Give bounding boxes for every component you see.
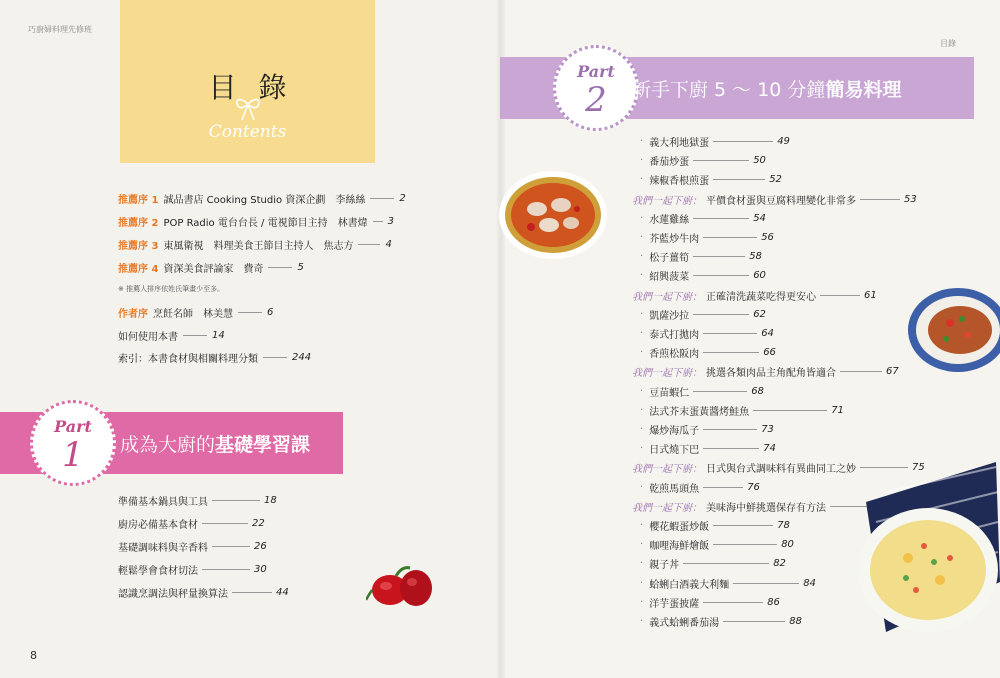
preface-item-4[interactable] [118, 260, 304, 275]
recipe-item[interactable] [640, 230, 774, 245]
leader-line [238, 312, 262, 313]
item-text: 豆苗蝦仁 [649, 387, 690, 399]
item-text: 凱薩沙拉 [649, 310, 690, 322]
item-text: 日式燒下巴 [649, 445, 700, 457]
item-text: 日式與台式調味料有異曲同工之妙 [706, 464, 856, 476]
leader-line [703, 237, 757, 238]
bullet-dot: · [640, 232, 644, 243]
cook-together-tip[interactable] [632, 192, 917, 207]
leader-line [713, 141, 773, 142]
preface-tag: 推薦序 3 [118, 241, 159, 252]
leader-line [683, 563, 769, 564]
leader-line [713, 179, 765, 180]
leader-line [703, 429, 757, 430]
item-text: 親子丼 [649, 560, 680, 572]
page-number: 8 [30, 649, 37, 662]
recipe-item[interactable] [640, 441, 776, 456]
preface-item-3[interactable] [118, 237, 392, 252]
leader-line [820, 295, 860, 296]
preface-item-1[interactable] [118, 191, 406, 206]
item-text: 咖哩海鮮燴飯 [649, 541, 710, 553]
left-running-title: 巧廚婦料理先修班 [28, 25, 92, 34]
preface-note: ※ 推薦人排序依姓氏筆畫少至多。 [118, 285, 225, 293]
part1-title [120, 430, 310, 457]
contents-title: 目錄 [208, 71, 309, 104]
page-ref: 56 [761, 232, 774, 243]
item-text: 泰式打拋肉 [649, 330, 700, 341]
item-text: 廚房必備基本食材 [118, 520, 198, 531]
page-ref: 78 [777, 520, 790, 531]
item-text: 蛤蜊白酒義大利麵 [649, 579, 730, 591]
page-ref: 84 [803, 577, 816, 589]
bullet-dot: · [640, 404, 644, 416]
preface-tag: 推薦序 4 [118, 264, 159, 275]
leader-line [202, 523, 248, 524]
item-text: 美味海中鮮挑選保存有方法 [706, 502, 826, 514]
page-ref: 18 [264, 495, 277, 506]
bullet-dot: · [640, 616, 644, 627]
page-ref: 64 [761, 328, 774, 339]
page-ref: 86 [767, 596, 780, 608]
contents-subtitle: Contents [208, 122, 287, 142]
recipe-item[interactable] [640, 384, 764, 399]
bullet-dot: · [640, 596, 644, 608]
page-ref: 62 [753, 308, 766, 320]
page-ref: 75 [912, 462, 925, 474]
item-text: 松子薑筍 [649, 253, 690, 265]
leader-line [693, 314, 749, 315]
page-ref: 54 [753, 212, 766, 224]
item-text: 挑選各類肉品主角配角皆適合 [706, 368, 836, 380]
part1-badge [30, 400, 116, 486]
page-ref: 68 [751, 385, 764, 397]
leader-line [840, 371, 882, 372]
item-text: 櫻花蝦蛋炒飯 [649, 522, 710, 533]
page-ref: 67 [886, 366, 899, 378]
page-ref: 14 [212, 330, 225, 341]
recipe-item[interactable] [640, 422, 774, 437]
clam-soup-bowl-illustration [497, 165, 609, 261]
leader-line [212, 546, 250, 547]
page-ref: 49 [777, 136, 790, 147]
page-ref: 44 [276, 587, 289, 598]
part-word: Part [54, 417, 92, 436]
part-number: 1 [62, 435, 84, 475]
bullet-dot: · [640, 539, 644, 551]
leader-line [202, 569, 250, 570]
recipe-item[interactable] [640, 268, 766, 283]
item-text: 水蓮雞絲 [649, 214, 690, 226]
item-text: 洋芋蛋披薩 [649, 598, 700, 610]
cook-together-label: 我們一起下廚： [632, 502, 702, 514]
item-text: 基礎調味料與辛香料 [118, 543, 208, 554]
item-text: 乾煎馬頭魚 [649, 483, 700, 495]
bullet-dot: · [640, 155, 644, 167]
leader-line [860, 199, 900, 200]
item-text: 平價食材蛋與豆腐料理變化非常多 [706, 195, 856, 207]
bullet-dot: · [640, 328, 644, 339]
bullet-dot: · [640, 308, 644, 320]
recipe-item[interactable] [640, 614, 802, 629]
part1-item[interactable] [118, 516, 265, 531]
leader-line [753, 410, 827, 411]
part1-title-bold: 基礎學習課 [215, 434, 311, 456]
cook-together-label: 我們一起下廚： [632, 368, 702, 380]
recipe-item[interactable] [640, 172, 782, 187]
index-item[interactable] [118, 350, 311, 365]
page-ref: 82 [773, 558, 786, 570]
page-ref: 6 [267, 307, 274, 318]
leader-line [693, 275, 749, 276]
bullet-dot: · [640, 212, 644, 224]
recipe-item[interactable] [640, 556, 786, 571]
page-ref: 52 [769, 174, 782, 186]
page-ref: 61 [864, 289, 877, 301]
bullet-dot: · [640, 481, 644, 493]
page-ref: 22 [252, 518, 265, 529]
preface-text: 誠品書店 Cooking Studio 資深企劃 李絲絲 [163, 195, 366, 206]
recipe-item[interactable] [640, 576, 816, 591]
bullet-dot: · [640, 270, 644, 282]
leader-line [703, 352, 759, 353]
recipe-item[interactable] [640, 403, 844, 418]
part1-item[interactable] [118, 493, 277, 508]
recipe-item[interactable] [640, 345, 776, 360]
red-pepper-illustration [366, 560, 438, 610]
item-text: 義式蛤蜊番茄湯 [649, 618, 720, 629]
page-ref: 58 [749, 251, 762, 263]
part1-title-plain: 成為大廚的 [120, 434, 216, 456]
bullet-dot: · [640, 347, 644, 359]
author-preface-item[interactable] [118, 305, 273, 320]
recipe-item[interactable] [640, 326, 774, 341]
bullet-dot: · [640, 520, 644, 531]
recipe-item[interactable] [640, 537, 794, 552]
item-text: 正確清洗蔬菜吃得更安心 [706, 291, 816, 303]
recipe-item[interactable] [640, 249, 762, 264]
bullet-dot: · [640, 577, 644, 589]
recipe-item[interactable] [640, 518, 790, 533]
how-to-use-item[interactable] [118, 328, 225, 343]
cook-together-label: 我們一起下廚： [632, 464, 702, 476]
cook-together-tip[interactable] [632, 288, 877, 303]
preface-tag: 推薦序 1 [118, 195, 159, 206]
recipe-item[interactable] [640, 307, 766, 322]
index-text: 索引：本書食材與相關料理分類 [118, 354, 258, 365]
part2-title [632, 75, 901, 102]
page-ref: 76 [747, 481, 760, 493]
preface-text: POP Radio 電台台長 / 電視節目主持 林書煒 [163, 218, 368, 229]
page-ref: 5 [297, 262, 304, 273]
leader-line [358, 244, 380, 245]
leader-line [693, 160, 749, 161]
leader-line [703, 448, 759, 449]
recipe-item[interactable] [640, 595, 780, 610]
leader-line [183, 335, 207, 336]
preface-item-2[interactable] [118, 214, 394, 229]
recipe-item[interactable] [640, 211, 766, 226]
leader-line [703, 602, 763, 603]
author-preface-text: 烹飪名師 林美慧 [153, 309, 233, 320]
cook-together-tip[interactable] [632, 364, 899, 379]
bullet-dot: · [640, 251, 644, 263]
leader-line [703, 333, 757, 334]
leader-line [212, 500, 260, 501]
item-text: 法式芥末蛋黃醬烤鮭魚 [649, 406, 750, 418]
leader-line [370, 198, 394, 199]
fried-rice-plate-illustration [846, 462, 1000, 642]
item-text: 紹興菠菜 [649, 272, 690, 284]
bullet-dot: · [640, 174, 644, 186]
contents-title-card [120, 0, 375, 163]
recipe-item[interactable] [640, 134, 790, 149]
leader-line [693, 218, 749, 219]
minced-pork-plate-illustration [906, 285, 1000, 375]
page-ref: 60 [753, 270, 766, 282]
page-ref: 71 [831, 404, 844, 416]
leader-line [268, 267, 292, 268]
page-ref: 88 [789, 616, 802, 627]
cook-together-label: 我們一起下廚： [632, 195, 702, 207]
page-ref: 53 [904, 193, 917, 205]
bullet-dot: · [640, 136, 644, 147]
leader-line [263, 357, 287, 358]
page-ref: 3 [387, 216, 394, 227]
page-ref: 80 [781, 539, 794, 551]
recipe-item[interactable] [640, 480, 760, 495]
item-text: 辣椒香根煎蛋 [649, 176, 710, 188]
page-ref: 74 [763, 443, 776, 455]
item-text: 認識烹調法與秤量換算法 [118, 589, 228, 600]
leader-line [373, 221, 383, 222]
part1-item[interactable] [118, 585, 289, 600]
right-running-title: 目錄 [940, 39, 956, 48]
recipe-item[interactable] [640, 153, 766, 168]
part2-title-plain: 新手下廚 5 ～ 10 分鐘 [632, 79, 826, 101]
preface-text: 資深美食評論家 費奇 [163, 264, 264, 275]
leader-line [713, 544, 777, 545]
page-ref: 50 [753, 155, 766, 167]
bullet-dot: · [640, 424, 644, 435]
part2-badge [553, 45, 639, 131]
leader-line [232, 592, 272, 593]
part1-item[interactable] [118, 539, 267, 554]
page-ref: 2 [399, 193, 406, 204]
page-ref: 30 [254, 564, 267, 575]
cook-together-label: 我們一起下廚： [632, 291, 702, 303]
part-number: 2 [585, 80, 607, 120]
bullet-dot: · [640, 558, 644, 570]
leader-line [703, 487, 743, 488]
leader-line [693, 256, 745, 257]
page-ref: 26 [254, 541, 267, 552]
part-word: Part [577, 62, 615, 81]
ribbon-bow-icon [230, 96, 266, 122]
preface-tag: 推薦序 2 [118, 218, 159, 229]
part2-title-bold: 簡易料理 [825, 79, 902, 101]
page-ref: 66 [763, 347, 776, 359]
item-text: 義大利地獄蛋 [649, 138, 710, 149]
page-ref: 4 [385, 239, 392, 250]
leader-line [713, 525, 773, 526]
leader-line [693, 391, 747, 392]
leader-line [733, 583, 799, 584]
bullet-dot: · [640, 443, 644, 455]
part1-item[interactable] [118, 562, 267, 577]
item-text: 準備基本鍋具與工具 [118, 497, 208, 508]
bullet-dot: · [640, 385, 644, 397]
item-text: 輕鬆學會食材切法 [118, 566, 198, 577]
page-ref: 244 [292, 352, 312, 363]
item-text: 番茄炒蛋 [649, 157, 690, 169]
item-text: 香煎松阪肉 [649, 349, 700, 361]
item-text: 芥藍炒牛肉 [649, 234, 700, 245]
item-text: 爆炒海瓜子 [649, 426, 700, 437]
author-preface-tag: 作者序 [118, 309, 148, 320]
preface-text: 東風衛視 料理美食王節目主持人 焦志方 [163, 241, 354, 252]
leader-line [723, 621, 785, 622]
page-ref: 73 [761, 424, 774, 435]
how-to-use-text: 如何使用本書 [118, 332, 178, 343]
